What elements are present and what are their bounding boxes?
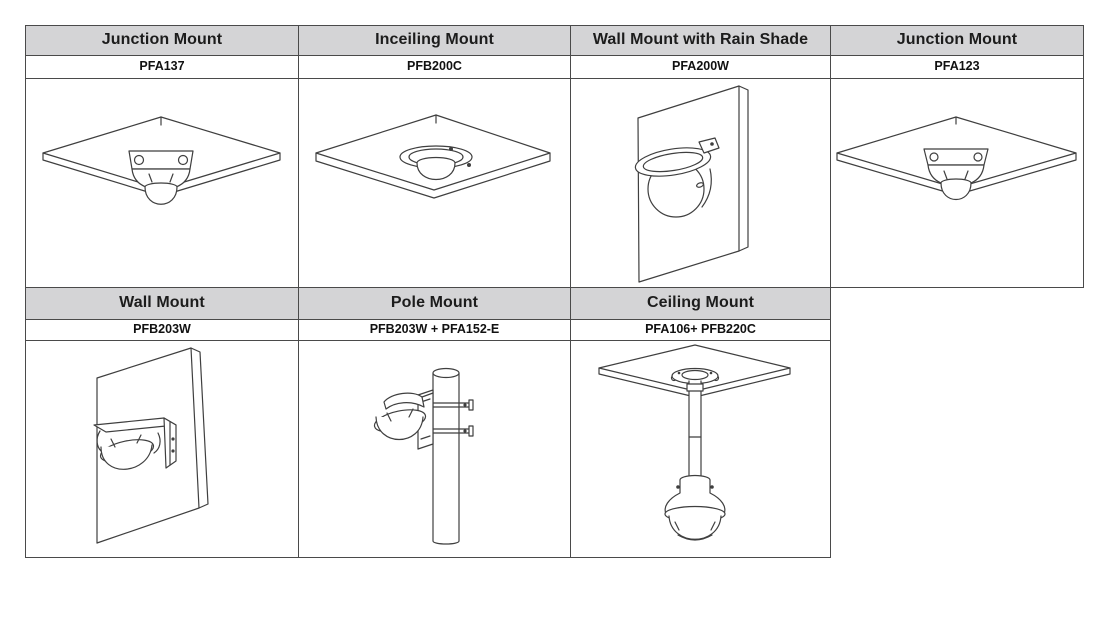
cell-ceiling-mount-pfa106-pfb220c xyxy=(571,288,831,558)
mount-model: PFA137 xyxy=(26,56,298,79)
mount-figure xyxy=(26,79,298,288)
mount-model: PFA200W xyxy=(571,56,830,79)
mount-figure xyxy=(571,341,830,558)
mount-figure xyxy=(299,79,570,288)
mount-model: PFB200C xyxy=(299,56,570,79)
mount-title: Inceiling Mount xyxy=(299,26,570,56)
junction-mount-pfa137-drawing xyxy=(26,79,298,287)
mount-title: Wall Mount with Rain Shade xyxy=(571,26,830,56)
wall-mount-rain-shade-pfa200w-drawing xyxy=(571,79,830,287)
mount-figure xyxy=(26,341,298,558)
mount-model: PFB203W + PFA152-E xyxy=(299,320,570,341)
cell-inceiling-mount-pfb200c xyxy=(299,26,571,288)
mount-figure xyxy=(299,341,570,558)
mount-table-top-section xyxy=(25,25,1084,288)
mount-title: Wall Mount xyxy=(26,288,298,320)
mount-model: PFB203W xyxy=(26,320,298,341)
mount-title: Pole Mount xyxy=(299,288,570,320)
mount-figure xyxy=(831,79,1083,288)
mount-model: PFA123 xyxy=(831,56,1083,79)
cell-pole-mount-pfb203w-pfa152e xyxy=(299,288,571,558)
mount-accessories-table xyxy=(25,25,1084,558)
mount-figure xyxy=(571,79,830,288)
mount-model: PFA106+ PFB220C xyxy=(571,320,830,341)
cell-junction-mount-pfa123 xyxy=(831,26,1084,288)
mount-title: Ceiling Mount xyxy=(571,288,830,320)
junction-mount-pfa123-drawing xyxy=(831,79,1083,287)
cell-junction-mount-pfa137 xyxy=(26,26,299,288)
mount-title: Junction Mount xyxy=(831,26,1083,56)
cell-wall-mount-rain-shade-pfa200w xyxy=(571,26,831,288)
ceiling-mount-pendant-drawing xyxy=(571,341,830,557)
mount-table-bottom-section xyxy=(25,288,831,558)
wall-mount-pfb203w-drawing xyxy=(27,341,298,557)
cell-wall-mount-pfb203w xyxy=(26,288,299,558)
pole-mount-drawing xyxy=(299,341,570,557)
inceiling-mount-pfb200c-drawing xyxy=(299,79,570,287)
mount-title: Junction Mount xyxy=(26,26,298,56)
